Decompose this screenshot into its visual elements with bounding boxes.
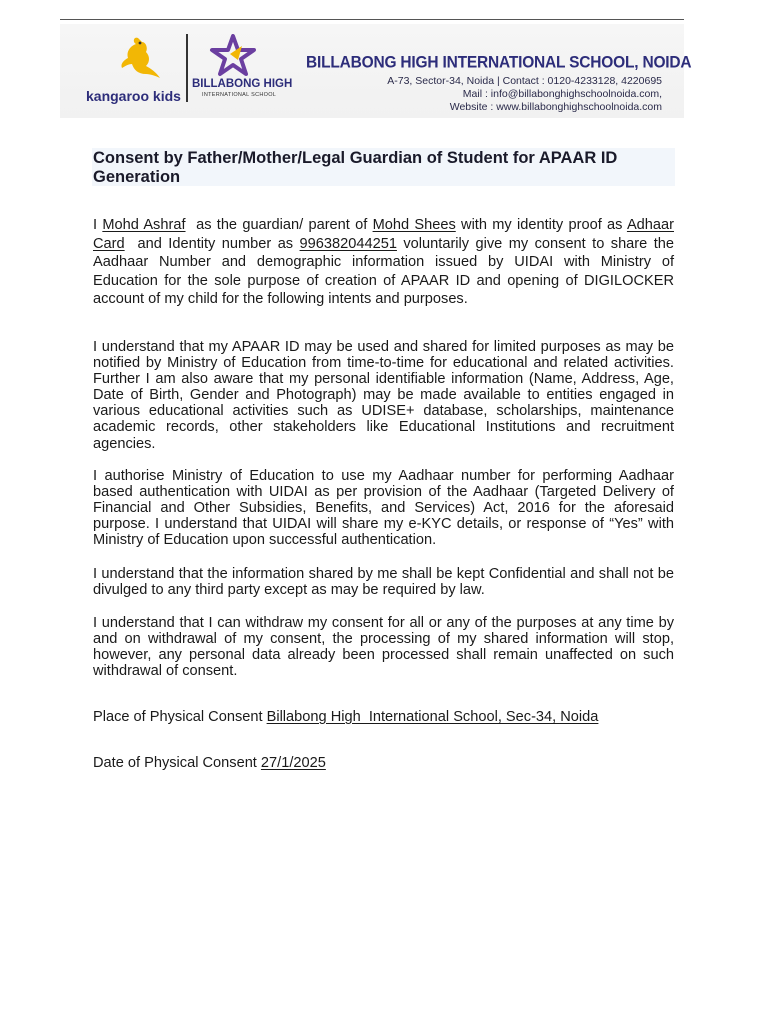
- apaar-usage-paragraph: I understand that my APAAR ID may be used and shared for limited purposes as may be notified by Ministry of Education from time-to-time for educational and related activities. Further I am also aware that my personal identifiable information (Name, Address, Age, Date of Birth, Gender and Photograph) may be made available to entities engaged in various educational activities such as UDISE+ database, scholarships, maintenance academic records, other stakeholders like Educational Institutions and recruitment agencies.: [93, 339, 674, 452]
- school-address: A-73, Sector-34, Noida | Contact : 0120-4233128, 4220695: [387, 75, 662, 87]
- kangaroo-kids-logo: [86, 34, 182, 104]
- student-name-field: Mohd Shees: [372, 217, 456, 233]
- kangaroo-icon: [116, 34, 162, 82]
- id-proof-field: Adhaar Card: [93, 217, 674, 252]
- date-label: Date of Physical Consent: [93, 755, 261, 771]
- school-name: BILLABONG HIGH INTERNATIONAL SCHOOL, NOIDA: [306, 53, 692, 72]
- top-rule: [60, 19, 684, 20]
- confidentiality-paragraph: I understand that the information shared by me shall be kept Confidential and shall not be divulged to any third party except as may be required by law.: [93, 566, 674, 599]
- consent-text-b: with my identity proof as: [455, 217, 627, 233]
- place-label: Place of Physical Consent: [93, 709, 267, 725]
- date-of-consent: [93, 755, 326, 771]
- withdrawal-paragraph: I understand that I can withdraw my consent for all or any of the purposes at any time by and on withdrawal of my consent, the processing of my shared information will stop, however, any personal data already been processed shall remain unaffected on such withdrawal of consent.: [93, 615, 674, 680]
- place-of-consent: [93, 709, 598, 725]
- consent-text-d: voluntarily give my consent to share the Aadhaar Number and demographic information issued by UIDAI with Ministry of Education for the sole purpose of creation of APAAR ID and opening of DIGILOCKER account of my child for the following intents and purposes.: [93, 235, 674, 308]
- star-icon: [208, 34, 258, 78]
- authorisation-paragraph: I authorise Ministry of Education to use my Aadhaar number for performing Aadhaar based authentication with UIDAI as per provision of the Aadhaar (Targeted Delivery of Financial and Other Subsidies, Benefits, and Services) Act, 2016 for the aforesaid purpose. I understand that UIDAI will share my e-KYC details, or response of “Yes” with Ministry of Education upon successful authentication.: [93, 468, 674, 549]
- consent-paragraph: [93, 216, 674, 309]
- school-info: [306, 53, 692, 114]
- guardian-name-field: Mohd Ashraf: [102, 217, 186, 233]
- id-number-field: 996382044251: [299, 235, 397, 252]
- consent-text-a: as the guardian/ parent of: [185, 217, 373, 233]
- date-value: 27/1/2025: [260, 755, 326, 771]
- consent-text-start: I: [93, 217, 103, 233]
- kangaroo-kids-text: kangaroo kids: [86, 88, 181, 104]
- school-mail: Mail : info@billabonghighschoolnoida.com,: [462, 88, 662, 100]
- school-website: Website : www.billabonghighschoolnoida.com: [449, 101, 662, 113]
- billabong-logo-subtext: INTERNATIONAL SCHOOL: [202, 92, 277, 98]
- logo-divider: [186, 34, 188, 102]
- consent-text-c: and Identity number as: [124, 235, 300, 252]
- place-value: Billabong High International School, Sec-34, Noida: [266, 709, 599, 725]
- document-title: Consent by Father/Mother/Legal Guardian of Student for APAAR ID Generation: [93, 149, 618, 186]
- billabong-logo-text: BILLABONG HIGH: [192, 78, 293, 90]
- letterhead: [60, 24, 692, 118]
- billabong-logo: [192, 34, 292, 104]
